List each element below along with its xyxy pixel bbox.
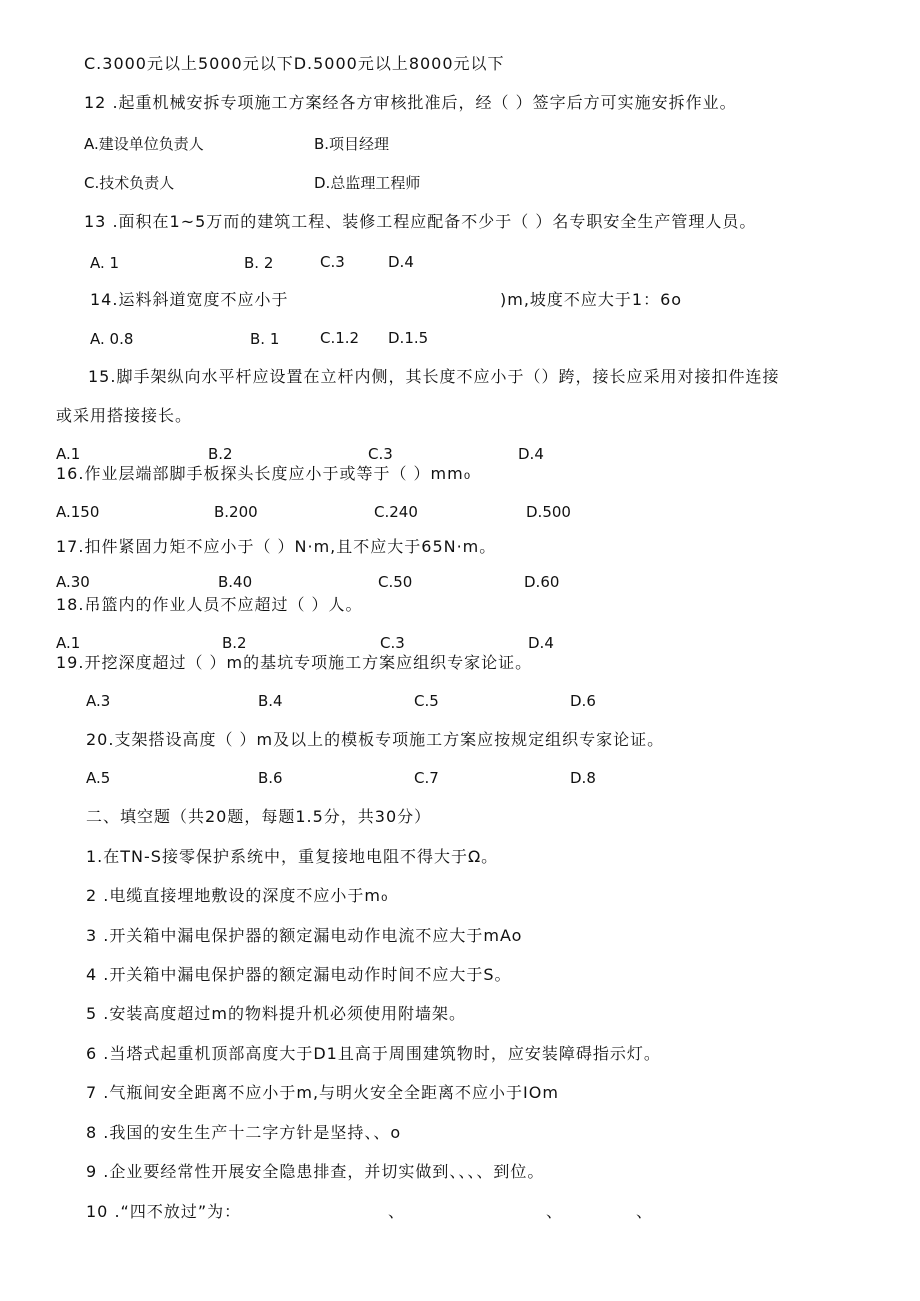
q16-option-d: D.500 bbox=[526, 503, 571, 521]
q20-option-d: D.8 bbox=[570, 769, 596, 787]
q12-option-c: C.技术负责人 bbox=[84, 174, 175, 192]
q19-stem: 19.开挖深度超过（ ）m的基坑专项施工方案应组织专家论证。 bbox=[56, 653, 533, 672]
q13-stem: 13 .面积在1~5万而的建筑工程、装修工程应配备不少于（ ）名专职安全生产管理人员。 bbox=[84, 212, 757, 231]
fill-item-10-label: 10 .“四不放过”为： bbox=[86, 1202, 242, 1221]
q14-option-b: B. 1 bbox=[250, 330, 280, 348]
q17-option-d: D.60 bbox=[524, 573, 560, 591]
fill-item-10-sep-2: 、 bbox=[546, 1202, 564, 1221]
fill-item-10-sep-1: 、 bbox=[388, 1202, 406, 1221]
q15-stem-line1: 15.脚手架纵向水平杆应设置在立杆内侧，其长度不应小于（）跨，接长应采用对接扣件连接 bbox=[88, 367, 780, 386]
q13-option-a: A. 1 bbox=[90, 254, 120, 272]
q12-stem: 12 .起重机械安拆专项施工方案经各方审核批准后，经（ ）签字后方可实施安拆作业。 bbox=[84, 93, 737, 112]
fill-item-2: 2 .电缆直接埋地敷设的深度不应小于m₀ bbox=[86, 886, 389, 905]
fill-item-4: 4 .开关箱中漏电保护器的额定漏电动作时间不应大于S。 bbox=[86, 965, 512, 984]
q16-stem: 16.作业层端部脚手板探头长度应小于或等于（ ）mm₀ bbox=[56, 464, 472, 483]
fill-item-3: 3 .开关箱中漏电保护器的额定漏电动作电流不应大于mAo bbox=[86, 926, 523, 945]
q14-stem-left: 14.运料斜道宽度不应小于 bbox=[90, 290, 289, 309]
fill-item-8: 8 .我国的安生生产十二字方针是坚持、、o bbox=[86, 1123, 402, 1142]
q20-option-b: B.6 bbox=[258, 769, 283, 787]
q16-option-a: A.150 bbox=[56, 503, 100, 521]
q18-option-c: C.3 bbox=[380, 634, 405, 652]
section2-heading: 二、填空题（共20题，每题1.5分，共30分） bbox=[86, 807, 432, 826]
q14-stem-right: )m,坡度不应大于1：6o bbox=[500, 290, 683, 309]
fill-item-6: 6 .当塔式起重机顶部高度大于D1且高于周围建筑物时，应安装障碍指示灯。 bbox=[86, 1044, 661, 1063]
q18-option-d: D.4 bbox=[528, 634, 554, 652]
q14-option-d: D.1.5 bbox=[388, 329, 429, 347]
q19-option-d: D.6 bbox=[570, 692, 596, 710]
q18-stem: 18.吊篮内的作业人员不应超过（ ）人。 bbox=[56, 595, 363, 614]
q15-stem-line2: 或采用搭接接长。 bbox=[56, 406, 193, 425]
fill-item-1: 1.在TN-S接零保护系统中，重复接地电阻不得大于Ω。 bbox=[86, 847, 499, 866]
q15-option-a: A.1 bbox=[56, 445, 81, 463]
q17-option-a: A.30 bbox=[56, 573, 90, 591]
q19-option-c: C.5 bbox=[414, 692, 439, 710]
q12-option-a: A.建设单位负责人 bbox=[84, 135, 204, 153]
q20-option-a: A.5 bbox=[86, 769, 111, 787]
fill-item-5: 5 .安装高度超过m的物料提升机必须使用附墙架。 bbox=[86, 1004, 466, 1023]
fill-item-7: 7 .气瓶间安全距离不应小于m,与明火安全全距离不应小于IOm bbox=[86, 1083, 559, 1102]
q12-option-b: B.项目经理 bbox=[314, 135, 390, 153]
q15-option-d: D.4 bbox=[518, 445, 544, 463]
q13-option-c: C.3 bbox=[320, 253, 345, 271]
q16-option-b: B.200 bbox=[214, 503, 258, 521]
q20-option-c: C.7 bbox=[414, 769, 439, 787]
q13-option-b: B. 2 bbox=[244, 254, 274, 272]
q19-option-a: A.3 bbox=[86, 692, 111, 710]
q16-option-c: C.240 bbox=[374, 503, 418, 521]
q14-option-c: C.1.2 bbox=[320, 329, 360, 347]
fill-item-10-sep-3: 、 bbox=[636, 1202, 654, 1221]
q15-option-c: C.3 bbox=[368, 445, 393, 463]
q17-option-b: B.40 bbox=[218, 573, 253, 591]
q18-option-a: A.1 bbox=[56, 634, 81, 652]
q13-option-d: D.4 bbox=[388, 253, 414, 271]
q20-stem: 20.支架搭设高度（ ）m及以上的模板专项施工方案应按规定组织专家论证。 bbox=[86, 730, 665, 749]
q11-options-line: C.3000元以上5000元以下D.5000元以上8000元以下 bbox=[84, 54, 505, 73]
fill-item-9: 9 .企业要经常性开展安全隐患排查，并切实做到、、、、到位。 bbox=[86, 1162, 545, 1181]
q19-option-b: B.4 bbox=[258, 692, 283, 710]
q17-stem: 17.扣件紧固力矩不应小于（ ）N·m,且不应大于65N·m。 bbox=[56, 537, 497, 556]
q15-option-b: B.2 bbox=[208, 445, 233, 463]
q12-option-d: D.总监理工程师 bbox=[314, 174, 421, 192]
q18-option-b: B.2 bbox=[222, 634, 247, 652]
q17-option-c: C.50 bbox=[378, 573, 413, 591]
q14-option-a: A. 0.8 bbox=[90, 330, 134, 348]
